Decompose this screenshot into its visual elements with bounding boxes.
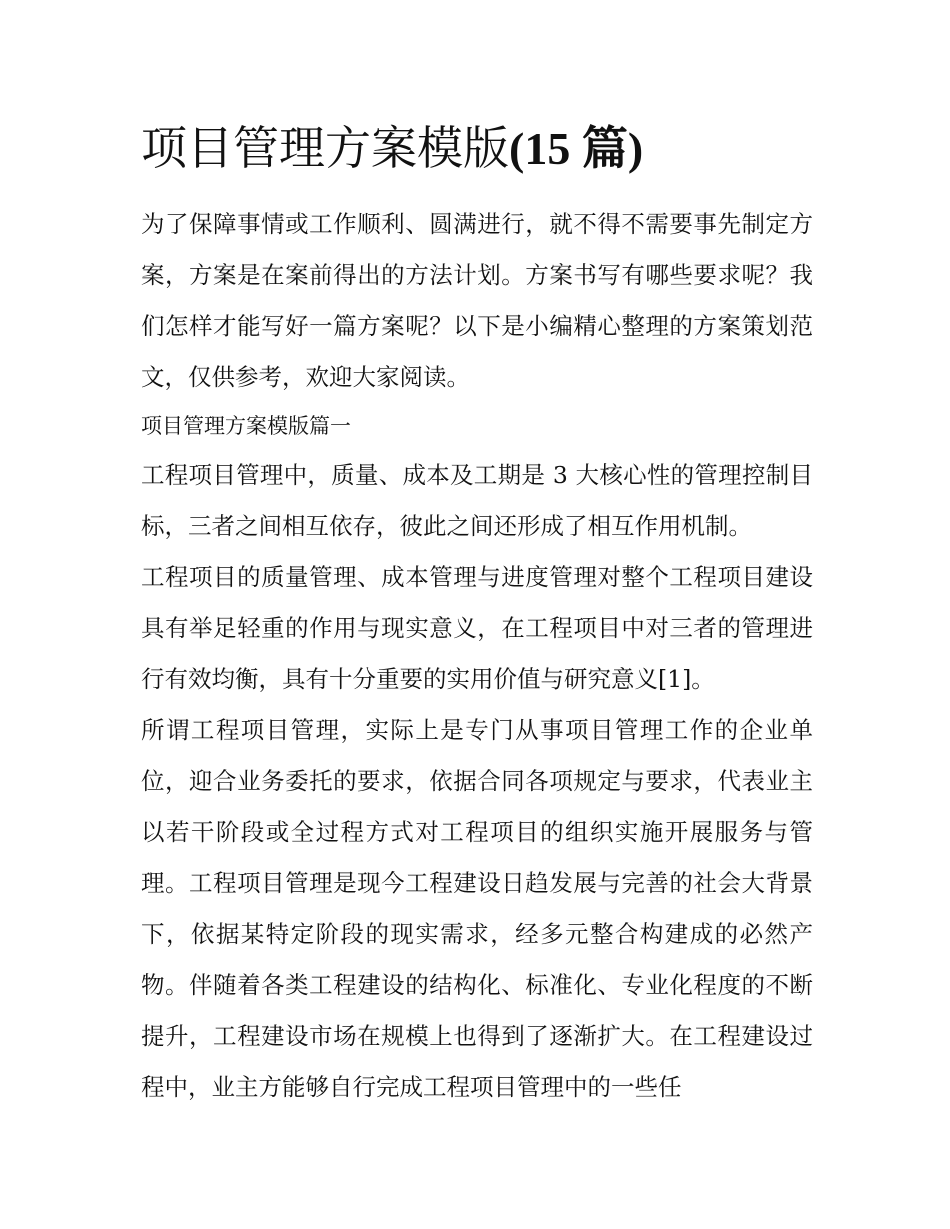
body-paragraph-3: 所谓工程项目管理，实际上是专门从事项目管理工作的企业单位，迎合业务委托的要求，依据合同各项规定与要求，代表业主以若干阶段或全过程方式对工程项目的组织实施开展服务与管理。工程项目管理是现今工程建设日趋发展与完善的社会大背景下，依据某特定阶段的现实需求，经多元整合构建成的必然产物。伴随着各类工程建设的结构化、标准化、专业化程度的不断提升，工程建设市场在规模上也得到了逐渐扩大。在工程建设过程中，业主方能够自行完成工程项目管理中的一些任 — [141, 716, 813, 1101]
section-heading: 项目管理方案模版篇一 — [141, 414, 351, 438]
document-page — [141, 118, 813, 1113]
document-title — [141, 118, 813, 179]
body-paragraph-1: 工程项目管理中，质量、成本及工期是 3 大核心性的管理控制目标，三者之间相互依存，彼此之间还形成了相互作用机制。 — [141, 461, 813, 540]
title-main: 项目管理方案模版 — [141, 121, 509, 175]
title-suffix: (15 篇) — [509, 123, 644, 174]
body-paragraph-2: 工程项目的质量管理、成本管理与进度管理对整个工程项目建设具有举足轻重的作用与现实意义，在工程项目中对三者的管理进行有效均衡，具有十分重要的实用价值与研究意义[1]。 — [141, 563, 813, 693]
intro-paragraph: 为了保障事情或工作顺利、圆满进行，就不得不需要事先制定方案，方案是在案前得出的方法计划。方案书写有哪些要求呢？我们怎样才能写好一篇方案呢？以下是小编精心整理的方案策划范文，仅供参考，欢迎大家阅读。 — [141, 210, 813, 391]
